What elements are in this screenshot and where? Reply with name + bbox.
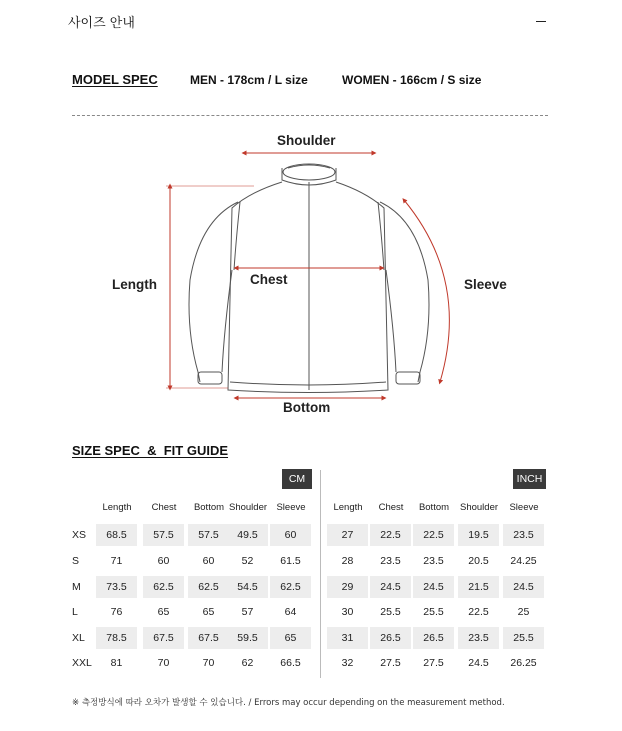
- inch-value-cell: 20.5: [468, 555, 489, 567]
- cm-value-cell: 70: [157, 657, 170, 669]
- inch-column-header: Chest: [378, 502, 404, 513]
- cm-column-header: Sleeve: [276, 502, 306, 513]
- inch-value-cell: 26.5: [370, 627, 411, 649]
- inch-value-cell: 22.5: [468, 606, 489, 618]
- cm-value-cell: 70: [202, 657, 215, 669]
- model-spec-title: MODEL SPEC: [72, 72, 158, 87]
- size-row-label: XL: [72, 632, 85, 644]
- cm-value-cell: 60: [270, 524, 311, 546]
- cm-value-cell: 62: [241, 657, 254, 669]
- size-guide-header[interactable]: [68, 12, 550, 32]
- cm-value-cell: 62.5: [188, 576, 229, 598]
- inch-value-cell: 19.5: [458, 524, 499, 546]
- inch-value-cell: 22.5: [370, 524, 411, 546]
- cm-value-cell: 76: [110, 606, 123, 618]
- size-row-label: M: [72, 581, 81, 593]
- inch-column-header: Length: [333, 502, 363, 513]
- cm-value-cell: 57.5: [188, 524, 229, 546]
- inch-value-cell: 27.5: [380, 657, 401, 669]
- cm-value-cell: 73.5: [96, 576, 137, 598]
- cm-value-cell: 62.5: [270, 576, 311, 598]
- size-guide-title: 사이즈 안내: [68, 16, 135, 31]
- inch-value-cell: 24.5: [468, 657, 489, 669]
- inch-value-cell: 25.5: [380, 606, 401, 618]
- chest-label: Chest: [250, 272, 288, 287]
- cm-column-header: Bottom: [193, 502, 225, 513]
- cm-value-cell: 67.5: [143, 627, 184, 649]
- measurement-footnote: ※ 측정방식에 따라 오차가 발생할 수 있습니다. / Errors may occur depending on the measurement method.: [72, 698, 505, 708]
- cm-value-cell: 65: [202, 606, 215, 618]
- inch-value-cell: 21.5: [458, 576, 499, 598]
- inch-value-cell: 24.5: [370, 576, 411, 598]
- inch-value-cell: 23.5: [423, 555, 444, 567]
- inch-value-cell: 26.5: [413, 627, 454, 649]
- inch-value-cell: 23.5: [458, 627, 499, 649]
- cm-value-cell: 62.5: [143, 576, 184, 598]
- inch-value-cell: 25.5: [423, 606, 444, 618]
- cm-value-cell: 66.5: [280, 657, 301, 669]
- inch-value-cell: 27: [327, 524, 368, 546]
- cm-value-cell: 54.5: [227, 576, 268, 598]
- cm-value-cell: 49.5: [227, 524, 268, 546]
- cm-value-cell: 68.5: [96, 524, 137, 546]
- cm-value-cell: 71: [110, 555, 123, 567]
- cm-column-header: Shoulder: [228, 502, 268, 513]
- inch-column-header: Bottom: [418, 502, 450, 513]
- cm-value-cell: 60: [157, 555, 170, 567]
- inch-value-cell: 26.25: [510, 657, 537, 669]
- inch-value-cell: 29: [327, 576, 368, 598]
- cm-value-cell: 81: [110, 657, 123, 669]
- cm-column-header: Length: [102, 502, 132, 513]
- cm-value-cell: 57: [241, 606, 254, 618]
- cm-value-cell: 78.5: [96, 627, 137, 649]
- minus-icon[interactable]: [536, 16, 550, 26]
- cm-value-cell: 52: [241, 555, 254, 567]
- cm-value-cell: 60: [202, 555, 215, 567]
- cm-value-cell: 61.5: [280, 555, 301, 567]
- cm-unit-badge: CM: [282, 469, 312, 489]
- cm-value-cell: 67.5: [188, 627, 229, 649]
- table-divider: [320, 470, 321, 678]
- model-spec-men: MEN - 178cm / L size: [190, 73, 308, 87]
- size-row-label: L: [72, 606, 78, 618]
- inch-value-cell: 25: [517, 606, 530, 618]
- model-spec-women: WOMEN - 166cm / S size: [342, 73, 482, 87]
- bottom-label: Bottom: [283, 400, 331, 415]
- shoulder-label: Shoulder: [277, 133, 336, 148]
- cm-value-cell: 64: [284, 606, 297, 618]
- size-row-label: S: [72, 555, 80, 567]
- size-row-label: XS: [72, 529, 87, 541]
- jacket-outline-graphic: [0, 120, 622, 430]
- inch-unit-badge: INCH: [513, 469, 546, 489]
- inch-value-cell: 23.5: [503, 524, 544, 546]
- inch-value-cell: 25.5: [503, 627, 544, 649]
- inch-value-cell: 23.5: [380, 555, 401, 567]
- inch-value-cell: 27.5: [423, 657, 444, 669]
- inch-column-header: Sleeve: [509, 502, 539, 513]
- cm-column-header: Chest: [151, 502, 177, 513]
- sleeve-label: Sleeve: [464, 277, 507, 292]
- inch-value-cell: 30: [341, 606, 354, 618]
- inch-value-cell: 22.5: [413, 524, 454, 546]
- inch-column-header: Shoulder: [459, 502, 499, 513]
- length-label: Length: [112, 277, 157, 292]
- cm-value-cell: 65: [270, 627, 311, 649]
- inch-value-cell: 24.5: [503, 576, 544, 598]
- jacket-measurement-diagram: [0, 120, 622, 430]
- inch-value-cell: 31: [327, 627, 368, 649]
- size-row-label: XXL: [72, 657, 92, 669]
- cm-value-cell: 65: [157, 606, 170, 618]
- cm-value-cell: 57.5: [143, 524, 184, 546]
- inch-value-cell: 28: [341, 555, 354, 567]
- inch-value-cell: 32: [341, 657, 354, 669]
- dashed-divider: [72, 115, 548, 116]
- size-spec-title: SIZE SPEC & FIT GUIDE: [72, 443, 229, 458]
- inch-value-cell: 24.25: [510, 555, 537, 567]
- inch-value-cell: 24.5: [413, 576, 454, 598]
- cm-value-cell: 59.5: [227, 627, 268, 649]
